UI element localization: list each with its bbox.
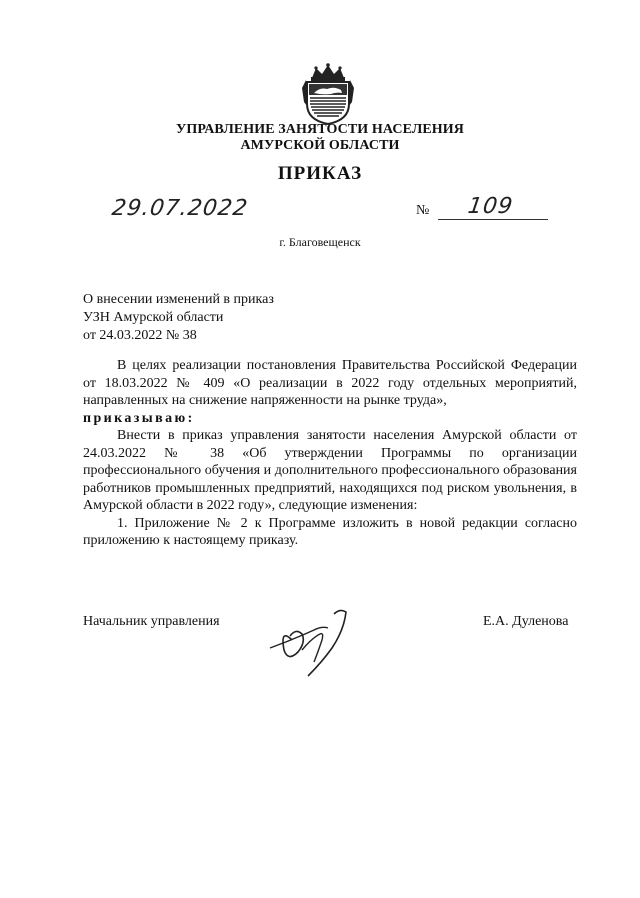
number-underline [438, 219, 548, 220]
subject-line2: УЗН Амурской области [83, 310, 224, 325]
handwritten-date: 29.07.2022 [110, 196, 250, 221]
number-sign: № [416, 203, 430, 218]
city-line: г. Благовещенск [279, 235, 361, 249]
preamble-paragraph: В целях реализации постановления Правительства Российской Федерации от 18.03.2022 № 409 «О реализации в 2022 году отдельных мероприятий, направленных на снижение напряженности на рынке труда», [83, 358, 577, 408]
subject-line3: от 24.03.2022 № 38 [83, 328, 197, 343]
order-subject [83, 291, 274, 345]
document-type-title: ПРИКАЗ [277, 163, 363, 184]
handwritten-number: 109 [466, 194, 515, 219]
date-underline [108, 219, 248, 220]
orders-keyword: приказываю: [83, 410, 195, 426]
subject-line1: О внесении изменений в приказ [83, 292, 274, 307]
handwritten-signature-icon [262, 600, 362, 680]
organization-name-line1: УПРАВЛЕНИЕ ЗАНЯТОСТИ НАСЕЛЕНИЯ [175, 122, 464, 137]
order-body [83, 357, 577, 550]
signatory-position: Начальник управления [83, 614, 220, 629]
signatory-name: Е.А. Дуленова [483, 614, 569, 629]
coat-of-arms-icon [300, 62, 356, 126]
order-paragraph-2: 1. Приложение № 2 к Программе изложить в новой редакции согласно приложению к настоящему приказу. [83, 515, 577, 548]
order-paragraph-1: Внести в приказ управления занятости населения Амурской области от 24.03.2022 № 38 «Об утверждении Программы по организации профессионального обучения и дополнительного профессионального образования работников промышленных предприятий, находящихся под риском увольнения, в Амурской области в 2022 году», следующие изменения: [83, 428, 577, 513]
organization-name-line2: АМУРСКОЙ ОБЛАСТИ [240, 138, 400, 153]
